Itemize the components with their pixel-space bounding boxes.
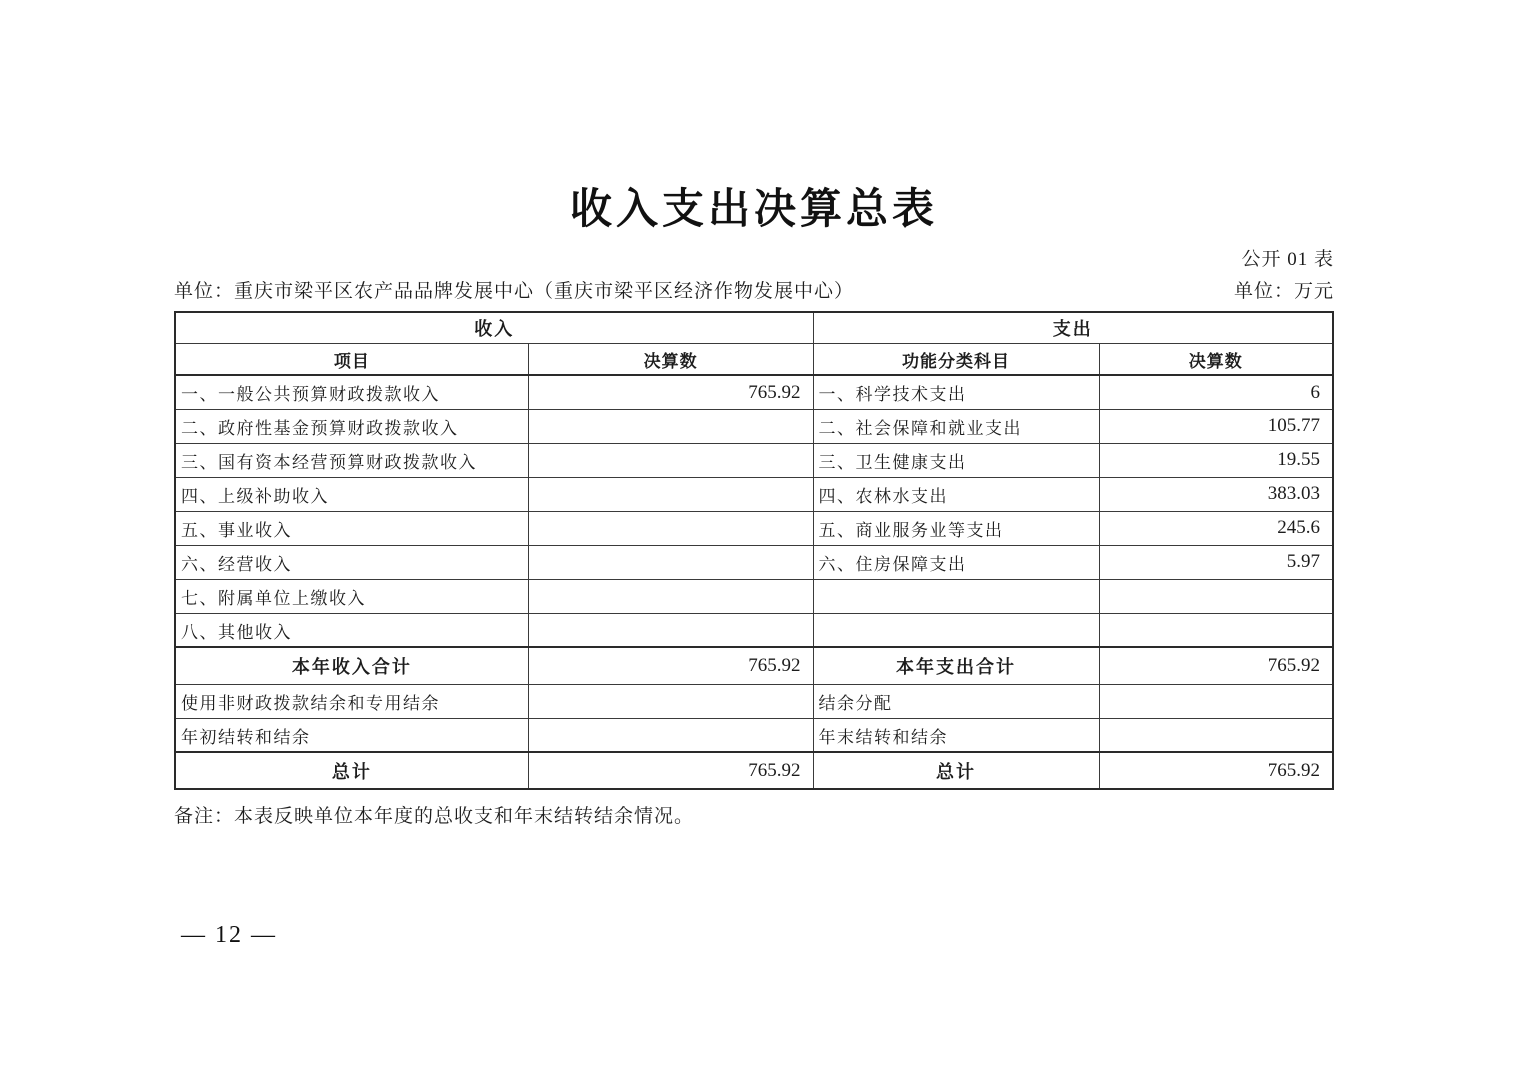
expenditure-item-cell: 三、卫生健康支出: [813, 443, 1099, 477]
income-amount-cell: 765.92: [528, 375, 813, 409]
currency-unit-label: 单位：万元: [1233, 281, 1334, 303]
expenditure-amount-cell: [1099, 613, 1333, 647]
expenditure-amount-cell: 5.97: [1099, 545, 1333, 579]
table-row: [175, 718, 1333, 752]
expenditure-item-cell: 六、住房保障支出: [813, 545, 1099, 579]
expenditure-item-cell: 结余分配: [813, 684, 1099, 718]
expenditure-section-header: 支出: [813, 312, 1333, 343]
expenditure-item-cell: 年末结转和结余: [813, 718, 1099, 752]
table-row: [175, 545, 1333, 579]
expenditure-item-cell: 五、商业服务业等支出: [813, 511, 1099, 545]
section-header-row: [175, 312, 1333, 343]
income-item-cell: 五、事业收入: [175, 511, 528, 545]
column-header-item: 项目: [175, 343, 528, 375]
table-row: [175, 647, 1333, 684]
income-item-cell: 一、一般公共预算财政拨款收入: [175, 375, 528, 409]
income-amount-cell: [528, 511, 813, 545]
income-item-cell: 三、国有资本经营预算财政拨款收入: [175, 443, 528, 477]
page-title: 收入支出决算总表: [569, 187, 938, 233]
column-header-expenditure-amount: 决算数: [1099, 343, 1333, 375]
expenditure-amount-cell: 383.03: [1099, 477, 1333, 511]
expenditure-item-cell: 本年支出合计: [813, 647, 1099, 684]
org-unit-label: 单位：重庆市梁平区农产品品牌发展中心（重庆市梁平区经济作物发展中心）: [174, 281, 855, 303]
income-amount-cell: [528, 579, 813, 613]
table-number-label: 公开 01 表: [1241, 249, 1334, 271]
expenditure-item-cell: 四、农林水支出: [813, 477, 1099, 511]
income-item-cell: 年初结转和结余: [175, 718, 528, 752]
expenditure-amount-cell: 765.92: [1099, 647, 1333, 684]
column-header-row: [175, 343, 1333, 375]
income-amount-cell: [528, 443, 813, 477]
expenditure-item-cell: 一、科学技术支出: [813, 375, 1099, 409]
income-amount-cell: [528, 409, 813, 443]
document-content: [174, 0, 1334, 828]
table-row: [175, 684, 1333, 718]
income-item-cell: 二、政府性基金预算财政拨款收入: [175, 409, 528, 443]
income-amount-cell: [528, 477, 813, 511]
expenditure-amount-cell: 765.92: [1099, 752, 1333, 789]
page-number: — 12 —: [181, 922, 277, 948]
table-row: [175, 613, 1333, 647]
expenditure-item-cell: [813, 579, 1099, 613]
income-item-cell: 总计: [175, 752, 528, 789]
expenditure-amount-cell: 245.6: [1099, 511, 1333, 545]
expenditure-amount-cell: 105.77: [1099, 409, 1333, 443]
expenditure-amount-cell: [1099, 579, 1333, 613]
income-section-header: 收入: [175, 312, 813, 343]
table-body: [175, 375, 1333, 789]
income-amount-cell: [528, 684, 813, 718]
expenditure-item-cell: 总计: [813, 752, 1099, 789]
table-row: [175, 443, 1333, 477]
income-item-cell: 八、其他收入: [175, 613, 528, 647]
expenditure-amount-cell: 6: [1099, 375, 1333, 409]
income-item-cell: 使用非财政拨款结余和专用结余: [175, 684, 528, 718]
table-row: [175, 409, 1333, 443]
income-item-cell: 四、上级补助收入: [175, 477, 528, 511]
table-row: [175, 375, 1333, 409]
income-amount-cell: [528, 613, 813, 647]
table-row: [175, 752, 1333, 789]
table-row: [175, 579, 1333, 613]
column-header-function: 功能分类科目: [813, 343, 1099, 375]
income-amount-cell: [528, 718, 813, 752]
table-row: [175, 511, 1333, 545]
expenditure-amount-cell: 19.55: [1099, 443, 1333, 477]
expenditure-amount-cell: [1099, 684, 1333, 718]
table-head: [175, 312, 1333, 375]
income-item-cell: 本年收入合计: [175, 647, 528, 684]
income-item-cell: 六、经营收入: [175, 545, 528, 579]
column-header-income-amount: 决算数: [528, 343, 813, 375]
expenditure-item-cell: 二、社会保障和就业支出: [813, 409, 1099, 443]
table-row: [175, 477, 1333, 511]
expenditure-amount-cell: [1099, 718, 1333, 752]
footnote: 备注：本表反映单位本年度的总收支和年末结转结余情况。: [174, 806, 695, 828]
expenditure-item-cell: [813, 613, 1099, 647]
unit-row: [174, 276, 1334, 303]
income-amount-cell: [528, 545, 813, 579]
income-amount-cell: 765.92: [528, 647, 813, 684]
income-item-cell: 七、附属单位上缴收入: [175, 579, 528, 613]
budget-summary-table: [174, 311, 1334, 790]
income-amount-cell: 765.92: [528, 752, 813, 789]
